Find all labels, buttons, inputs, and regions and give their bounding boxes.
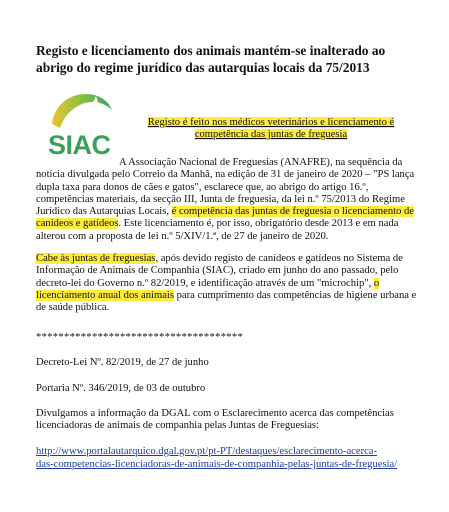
reference-portaria: Portaria Nº. 346/2019, de 03 de outubro xyxy=(36,383,206,394)
callout-line-1: Registo é feito nos médicos veterinários e licenciamento é xyxy=(147,117,395,128)
dgal-link-line-1[interactable]: http://www.portalautarquico.dgal.gov.pt/pt-PT/destaques/esclarecimento-acerca- xyxy=(36,446,378,457)
paragraph-text: A Associação Nacional de Freguesias (ANAFRE), na sequência da notícia divulgada pelo Correio da Manhã, na edição de 31 de janeiro de 2020 – "PS lança dupla taxa para donos de cães e gatos", esclarece que, ao abrigo do artigo 16.º, competências materiais, da secção III, Junta de freguesia, da lei n.º 75/2013 do Regime Jurídico das Autarquias Locais, xyxy=(36,157,415,218)
asterisk-separator: ************************************* xyxy=(36,332,244,343)
dgal-link-line-2[interactable]: das-competencias-licenciadoras-de-animais-de-companhia-pelas-juntas-de-freguesia/ xyxy=(36,458,398,470)
highlighted-text: o licenciamento anual dos animais xyxy=(36,277,380,301)
paragraph-text: . Este licenciamento é, por isso, obrigatório desde 2013 e em nada alterou com a proposta de lei n.º 5/XIV/1.ª, de 27 de janeiro de 2020. xyxy=(36,218,399,242)
reference-decreto-lei: Decreto-Lei Nº. 82/2019, de 27 de junho xyxy=(36,357,209,368)
highlight-callout xyxy=(136,117,406,141)
paragraph-juntas xyxy=(36,253,420,314)
highlighted-text: Cabe às juntas de freguesias xyxy=(36,253,156,264)
paragraph-anafre xyxy=(36,157,420,243)
paragraph-text: , após devido registo de canídeos e gatídeos no Sistema de Informação de Animais de Companhia (SIAC), criado em junho do ano passado, pelo decreto-lei do Governo n.º 82/2019, e identificação através de um "microchip", xyxy=(36,253,403,289)
callout-line-2: competência das juntas de freguesia xyxy=(194,129,348,140)
highlighted-text: é competência das juntas de freguesia o licenciamento de canídeos e gatídeos xyxy=(36,206,415,230)
paragraph-dgal: Divulgamos a informação da DGAL com o Esclarecimento acerca das competências licenciadoras de animais de companhia pelas Juntas de Freguesias: xyxy=(36,408,394,432)
paragraph-text: para cumprimento das competências de higiene urbana e de saúde pública. xyxy=(36,289,417,314)
document-title: Registo e licenciamento dos animais mantém-se inalterado ao abrigo do regime jurídico das autarquias locais da 75/2013 xyxy=(36,43,386,75)
siac-logo-text: SIAC xyxy=(48,130,111,160)
siac-logo-icon xyxy=(46,88,118,132)
dgal-link[interactable] xyxy=(36,446,436,471)
siac-logo xyxy=(46,88,118,158)
